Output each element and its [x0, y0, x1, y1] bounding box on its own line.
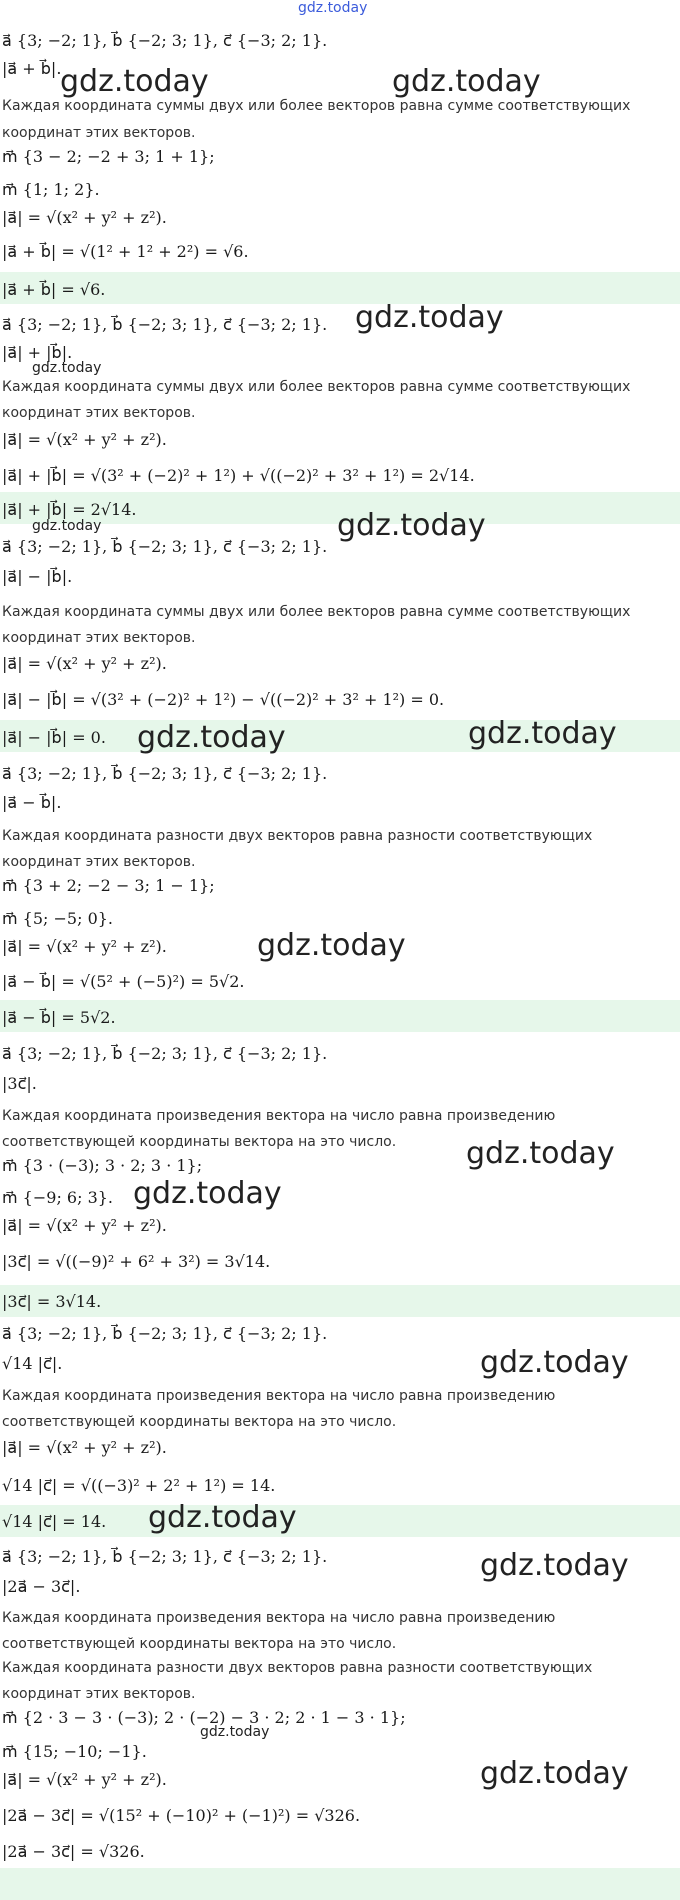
formula-line: m⃗ {5; −5; 0}. — [2, 909, 114, 928]
answer-highlight — [0, 1285, 680, 1317]
formula-line: |3c⃗| = √((−9)² + 6² + 3²) = 3√14. — [2, 1252, 271, 1271]
formula-line: |2a⃗ − 3c⃗|. — [2, 1577, 81, 1596]
formula-line: a⃗ {3; −2; 1}, b⃗ {−2; 3; 1}, c⃗ {−3; 2; 1}. — [2, 315, 328, 334]
formula-line: |a⃗ − b⃗| = √(5² + (−5)²) = 5√2. — [2, 972, 245, 991]
watermark: gdz.today — [298, 0, 368, 16]
watermark: gdz.today — [468, 716, 617, 751]
formula-line: |a⃗ − b⃗| = 5√2. — [2, 1008, 116, 1027]
formula-line: m⃗ {3 · (−3); 3 · 2; 3 · 1}; — [2, 1156, 203, 1175]
formula-line: |a⃗| = √(x² + y² + z²). — [2, 430, 167, 449]
formula-line: m⃗ {3 − 2; −2 + 3; 1 + 1}; — [2, 147, 215, 166]
watermark: gdz.today — [60, 64, 209, 99]
formula-line: a⃗ {3; −2; 1}, b⃗ {−2; 3; 1}, c⃗ {−3; 2; 1}. — [2, 1044, 328, 1063]
formula-line: √14 |c⃗| = 14. — [2, 1512, 107, 1531]
formula-line: |a⃗ + b⃗|. — [2, 59, 62, 78]
explanation-line: соответствующей координаты вектора на это число. — [2, 1414, 397, 1430]
formula-line: |a⃗| + |b⃗|. — [2, 343, 73, 362]
explanation-line: Каждая координата произведения вектора на число равна произведению — [2, 1108, 556, 1124]
explanation-line: соответствующей координаты вектора на это число. — [2, 1134, 397, 1150]
watermark: gdz.today — [257, 928, 406, 963]
formula-line: |a⃗| = √(x² + y² + z²). — [2, 937, 167, 956]
explanation-line: Каждая координата разности двух векторов равна разности соответствующих — [2, 1660, 593, 1676]
watermark: gdz.today — [337, 508, 486, 543]
formula-line: |a⃗ + b⃗| = √6. — [2, 280, 106, 299]
explanation-line: Каждая координата суммы двух или более векторов равна сумме соответствующих — [2, 379, 631, 395]
answer-highlight — [0, 1868, 680, 1900]
formula-line: a⃗ {3; −2; 1}, b⃗ {−2; 3; 1}, c⃗ {−3; 2; 1}. — [2, 537, 328, 556]
watermark: gdz.today — [133, 1176, 282, 1211]
formula-line: |2a⃗ − 3c⃗| = √(15² + (−10)² + (−1)²) = √326. — [2, 1806, 361, 1825]
watermark: gdz.today — [480, 1345, 629, 1380]
watermark: gdz.today — [200, 1724, 270, 1740]
formula-line: a⃗ {3; −2; 1}, b⃗ {−2; 3; 1}, c⃗ {−3; 2; 1}. — [2, 31, 328, 50]
formula-line: m⃗ {3 + 2; −2 − 3; 1 − 1}; — [2, 876, 215, 895]
formula-line: a⃗ {3; −2; 1}, b⃗ {−2; 3; 1}, c⃗ {−3; 2; 1}. — [2, 1547, 328, 1566]
formula-line: |a⃗| + |b⃗| = 2√14. — [2, 500, 137, 519]
formula-line: |a⃗| − |b⃗| = 0. — [2, 728, 106, 747]
formula-line: |a⃗ − b⃗|. — [2, 793, 62, 812]
explanation-line: координат этих векторов. — [2, 1686, 196, 1702]
formula-line: |a⃗| = √(x² + y² + z²). — [2, 1216, 167, 1235]
watermark: gdz.today — [480, 1756, 629, 1791]
formula-line: a⃗ {3; −2; 1}, b⃗ {−2; 3; 1}, c⃗ {−3; 2; 1}. — [2, 1324, 328, 1343]
explanation-line: координат этих векторов. — [2, 630, 196, 646]
formula-line: m⃗ {−9; 6; 3}. — [2, 1188, 114, 1207]
watermark: gdz.today — [137, 720, 286, 755]
formula-line: m⃗ {1; 1; 2}. — [2, 180, 100, 199]
explanation-line: Каждая координата разности двух векторов равна разности соответствующих — [2, 828, 593, 844]
formula-line: |a⃗| = √(x² + y² + z²). — [2, 1770, 167, 1789]
formula-line: |a⃗| − |b⃗|. — [2, 567, 73, 586]
formula-line: |3c⃗| = 3√14. — [2, 1292, 102, 1311]
explanation-line: Каждая координата произведения вектора на число равна произведению — [2, 1610, 556, 1626]
formula-line: |a⃗ + b⃗| = √(1² + 1² + 2²) = √6. — [2, 242, 249, 261]
formula-line: |a⃗| + |b⃗| = √(3² + (−2)² + 1²) + √((−2)² + 3² + 1²) = 2√14. — [2, 466, 475, 485]
formula-line: √14 |c⃗|. — [2, 1354, 63, 1373]
formula-line: |2a⃗ − 3c⃗| = √326. — [2, 1842, 145, 1861]
formula-line: |a⃗| − |b⃗| = √(3² + (−2)² + 1²) − √((−2)² + 3² + 1²) = 0. — [2, 690, 445, 709]
explanation-line: Каждая координата суммы двух или более векторов равна сумме соответствующих — [2, 98, 631, 114]
watermark: gdz.today — [466, 1136, 615, 1171]
formula-line: |3c⃗|. — [2, 1074, 37, 1093]
explanation-line: Каждая координата произведения вектора на число равна произведению — [2, 1388, 556, 1404]
explanation-line: Каждая координата суммы двух или более векторов равна сумме соответствующих — [2, 604, 631, 620]
explanation-line: координат этих векторов. — [2, 125, 196, 141]
formula-line: |a⃗| = √(x² + y² + z²). — [2, 1438, 167, 1457]
watermark: gdz.today — [392, 64, 541, 99]
explanation-line: координат этих векторов. — [2, 854, 196, 870]
formula-line: |a⃗| = √(x² + y² + z²). — [2, 654, 167, 673]
watermark: gdz.today — [480, 1548, 629, 1583]
watermark: gdz.today — [355, 300, 504, 335]
formula-line: m⃗ {2 · 3 − 3 · (−3); 2 · (−2) − 3 · 2; 2 · 1 − 3 · 1}; — [2, 1708, 406, 1727]
watermark: gdz.today — [32, 518, 102, 534]
formula-line: a⃗ {3; −2; 1}, b⃗ {−2; 3; 1}, c⃗ {−3; 2; 1}. — [2, 764, 328, 783]
formula-line: |a⃗| = √(x² + y² + z²). — [2, 208, 167, 227]
watermark: gdz.today — [32, 360, 102, 376]
formula-line: m⃗ {15; −10; −1}. — [2, 1742, 147, 1761]
formula-line: √14 |c⃗| = √((−3)² + 2² + 1²) = 14. — [2, 1476, 276, 1495]
explanation-line: соответствующей координаты вектора на это число. — [2, 1636, 397, 1652]
watermark: gdz.today — [148, 1500, 297, 1535]
explanation-line: координат этих векторов. — [2, 405, 196, 421]
